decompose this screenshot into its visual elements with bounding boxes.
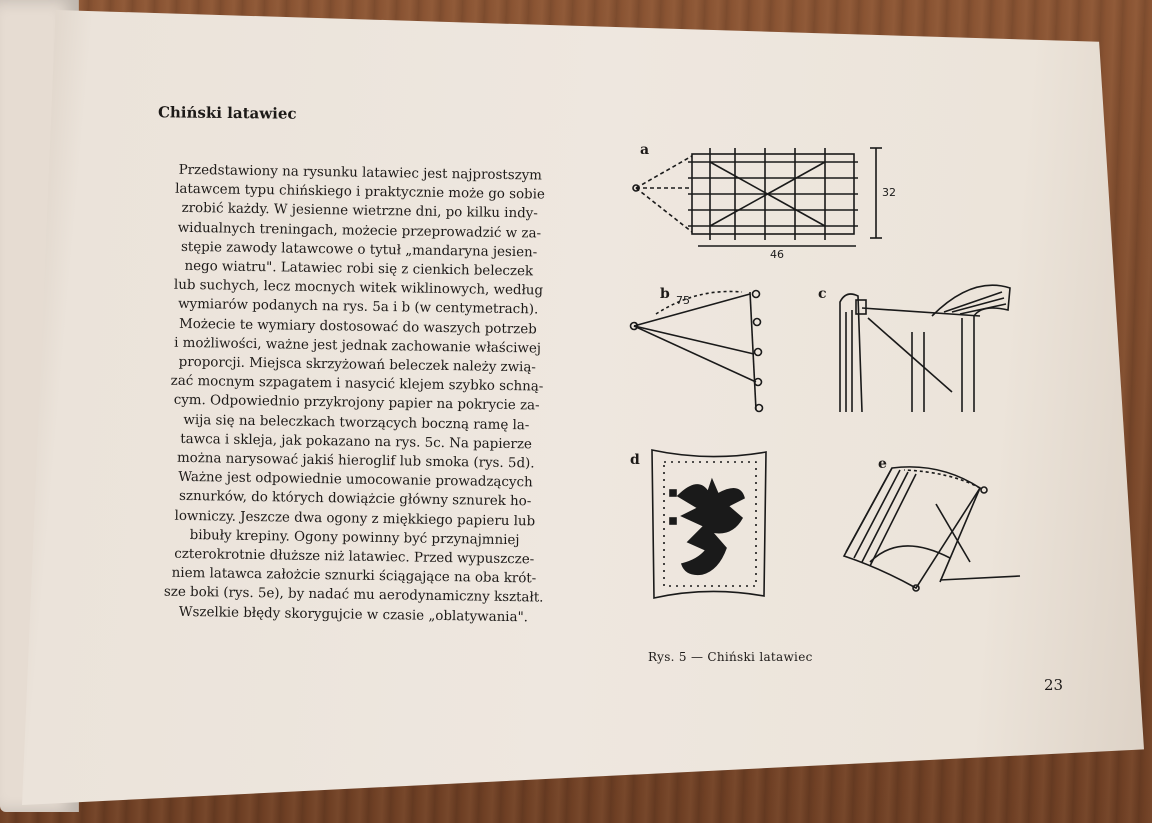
- spar-knot: [753, 291, 760, 298]
- paragraph-line: sze boki (rys. 5e), by nadać mu aerodynamiczny kształt.: [163, 585, 544, 607]
- hieroglyph-mark: [670, 490, 676, 496]
- diagonal-rod: [868, 318, 952, 392]
- paragraph-line: cym. Odpowiednio przykrojony papier na pokrycie za-: [173, 393, 540, 414]
- figure-b-side-diagram: [626, 284, 776, 418]
- section-title: Chiński latawiec: [157, 103, 297, 123]
- string-knot: [981, 487, 987, 493]
- bridle-line: [634, 326, 756, 382]
- right-rod: [962, 316, 974, 412]
- tension-string: [904, 470, 980, 488]
- bridle-line: [634, 326, 754, 354]
- paragraph-line: Możecie te wymiary dostosować do waszych potrzeb: [178, 316, 537, 338]
- figure-label-a: a: [640, 142, 650, 158]
- dimension-height-label: 32: [882, 186, 896, 199]
- paragraph-line: nego wiatru". Latawiec robi się z cienkich beleczek: [184, 258, 534, 280]
- paragraph-line: lub suchych, lecz mocnych witek wiklinowych, według: [173, 277, 544, 299]
- paragraph-line: można narysować jakiś hieroglif lub smoka (rys. 5d).: [176, 450, 535, 472]
- paragraph-line: i możliwości, ważne jest jednak zachowanie właściwej: [174, 335, 542, 357]
- figure-e-curved-kite: [840, 452, 1030, 596]
- tow-line: [940, 576, 1020, 580]
- body-paragraph: [121, 160, 593, 628]
- paragraph-line: Wszelkie błędy skorygujcie w czasie „oblatywania".: [178, 604, 529, 626]
- paragraph-line: stępie zawody latawcowe o tytuł „mandaryna jesien-: [180, 239, 538, 261]
- figure-label-c: c: [818, 286, 827, 302]
- paragraph-line: latawcem typu chińskiego i praktycznie może go sobie: [175, 181, 546, 203]
- paragraph-line: czterokrotnie dłuższe niż latawiec. Przed wypuszcze-: [174, 546, 535, 568]
- bridle-line: [634, 294, 750, 326]
- paragraph-line: zrobić każdy. W jesienne wietrzne dni, po kilku indy-: [181, 201, 538, 222]
- paragraph-line: bibuły krepiny. Ogony powinny być przynajmniej: [189, 527, 520, 549]
- figure-label-d: d: [630, 452, 640, 468]
- paragraph-line: niem latawca założcie sznurki ściągające na oba krót-: [171, 566, 537, 587]
- hatching: [944, 292, 1006, 314]
- dimension-arc: [656, 291, 742, 314]
- figure-label-b: b: [660, 286, 670, 302]
- tension-string: [940, 488, 980, 582]
- dimension-diagonal-label: 75: [676, 294, 690, 307]
- paragraph-line: wymiarów podanych na rys. 5a i b (w centymetrach).: [178, 297, 539, 318]
- hatching: [846, 310, 852, 412]
- paragraph-line: zać mocnym szpagatem i nasycić klejem szybko schną-: [170, 373, 544, 395]
- spar-knot: [755, 349, 762, 356]
- paragraph-line: proporcji. Miejsca skrzyżowań beleczek należy zwią-: [178, 354, 536, 376]
- kite-surface: [844, 467, 980, 588]
- paragraph-line: sznurków, do których dowiążcie główny sznurek ho-: [178, 489, 532, 510]
- paper-fold-left: [840, 294, 862, 412]
- figure-a-frame-diagram: [630, 140, 896, 261]
- bridle-line: [636, 188, 692, 232]
- figure-label-e: e: [878, 456, 887, 472]
- spar-knot: [754, 319, 761, 326]
- paragraph-line: Przedstawiony na rysunku latawiec jest najprostszym: [178, 162, 543, 184]
- paragraph-line: Ważne jest odpowiednie umocowanie prowadzących: [178, 470, 533, 491]
- figure-c-fold-detail: [832, 282, 1012, 416]
- bridle-line: [636, 156, 692, 188]
- hieroglyph-icon: [678, 480, 744, 574]
- figure-d-paper-hieroglyph: [648, 446, 774, 602]
- hieroglyph-mark: [670, 518, 676, 524]
- paragraph-line: wija się na beleczkach tworzących boczną ramę la-: [183, 412, 530, 433]
- page-number: 23: [1044, 676, 1064, 694]
- paragraph-line: tawca i skleja, jak pokazano na rys. 5c. Na papierze: [180, 431, 532, 453]
- paragraph-line: widualnych treningach, możecie przeprowadzić w za-: [177, 220, 542, 242]
- dimension-width-label: 46: [770, 248, 784, 261]
- figure-caption: Rys. 5 — Chiński latawiec: [648, 650, 813, 664]
- center-rod: [912, 332, 924, 412]
- hatching: [846, 468, 916, 566]
- paragraph-line: lowniczy. Jeszcze dwa ogony z miękkiego papieru lub: [174, 508, 536, 530]
